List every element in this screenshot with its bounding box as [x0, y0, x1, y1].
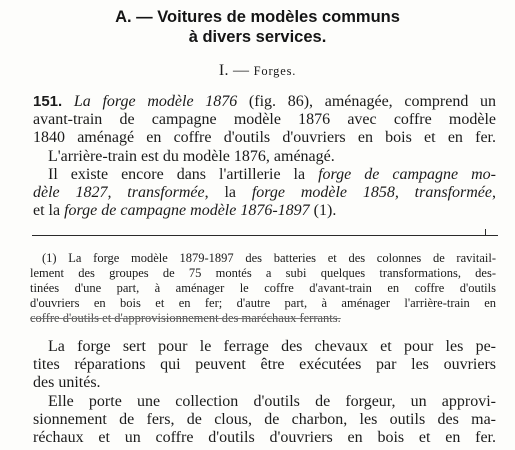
- para-151-text-5a: Il existe encore dans l'artillerie la: [48, 166, 319, 183]
- para-151-line-6: [33, 184, 496, 202]
- para-151-italic-5b: forge de campagne mo-: [318, 166, 497, 183]
- footnote-separator-rule: [32, 235, 498, 236]
- forge-model-title: La forge modèle 1876: [73, 93, 238, 110]
- footnote-line-5: coffre d'outils et d'approvisionnement des maréchaux ferrants.: [30, 311, 341, 325]
- footnote-line-4: d'ouvriers en bois et en fer; d'autre part, à aménager l'arrière-train en: [30, 296, 496, 310]
- para-151-text-6b: , la: [204, 184, 252, 201]
- subsection-title: Forges.: [253, 64, 297, 78]
- body-line-5: sionnement de fers, de clous, de charbon, les outils des ma-: [33, 411, 496, 428]
- para-151-italic-7b: forge de campagne modèle 1876-1897: [64, 202, 310, 219]
- para-151-line-5: [48, 166, 496, 184]
- subsection-prefix: I. —: [218, 62, 254, 79]
- footnote-line-2: lement des groupes de 75 montés a subi quelques transformations, des-: [30, 266, 496, 280]
- body-line-4: Elle porte une collection d'outils de forgeur, un approvi-: [48, 393, 496, 410]
- para-151-text-1: (fig. 86), aménagée, comprend un: [237, 93, 497, 110]
- para-151-text-6d: ,: [492, 184, 497, 201]
- para-151-line-2: avant-train de campagne modèle 1876 avec coffre modèle: [33, 111, 496, 128]
- para-151-line-7: [33, 202, 496, 220]
- para-151-line-1: [33, 93, 496, 111]
- para-151-italic-6c: forge modèle 1858, transformée: [251, 184, 493, 201]
- subsection-heading: [0, 62, 515, 80]
- body-line-1: La forge sert pour le ferrage des chevaux et pour les pe-: [48, 338, 496, 355]
- footnote-line-1: (1) La forge modèle 1879-1897 des batteries et des colonnes de ravitail-: [42, 251, 496, 265]
- paragraph-number: 151.: [33, 93, 63, 110]
- body-line-6: réchaux et un coffre d'outils d'ouvriers en bois et en fer.: [33, 429, 496, 446]
- para-151-italic-6a: dèle 1827, transformée: [33, 184, 205, 201]
- body-line-2: tites réparations qui peuvent être exécutées par les ouvriers: [33, 356, 496, 373]
- rule-tick-mark: [485, 229, 486, 236]
- body-line-3: des unités.: [33, 374, 101, 391]
- section-heading-line-1: A. — Voitures de modèles communs: [115, 8, 400, 26]
- para-151-line-4: L'arrière-train est du modèle 1876, aménagé.: [48, 148, 335, 165]
- para-151-text-7a: et la: [33, 202, 65, 219]
- para-151-line-3: 1840 aménagé en coffre d'outils d'ouvriers en bois et en fer.: [33, 129, 496, 146]
- section-heading-line-2: à divers services.: [188, 28, 327, 46]
- para-151-text-7c: (1).: [309, 202, 337, 219]
- footnote-line-3: tinées d'une part, à aménager le coffre d'avant-train en coffre d'outils: [30, 281, 496, 295]
